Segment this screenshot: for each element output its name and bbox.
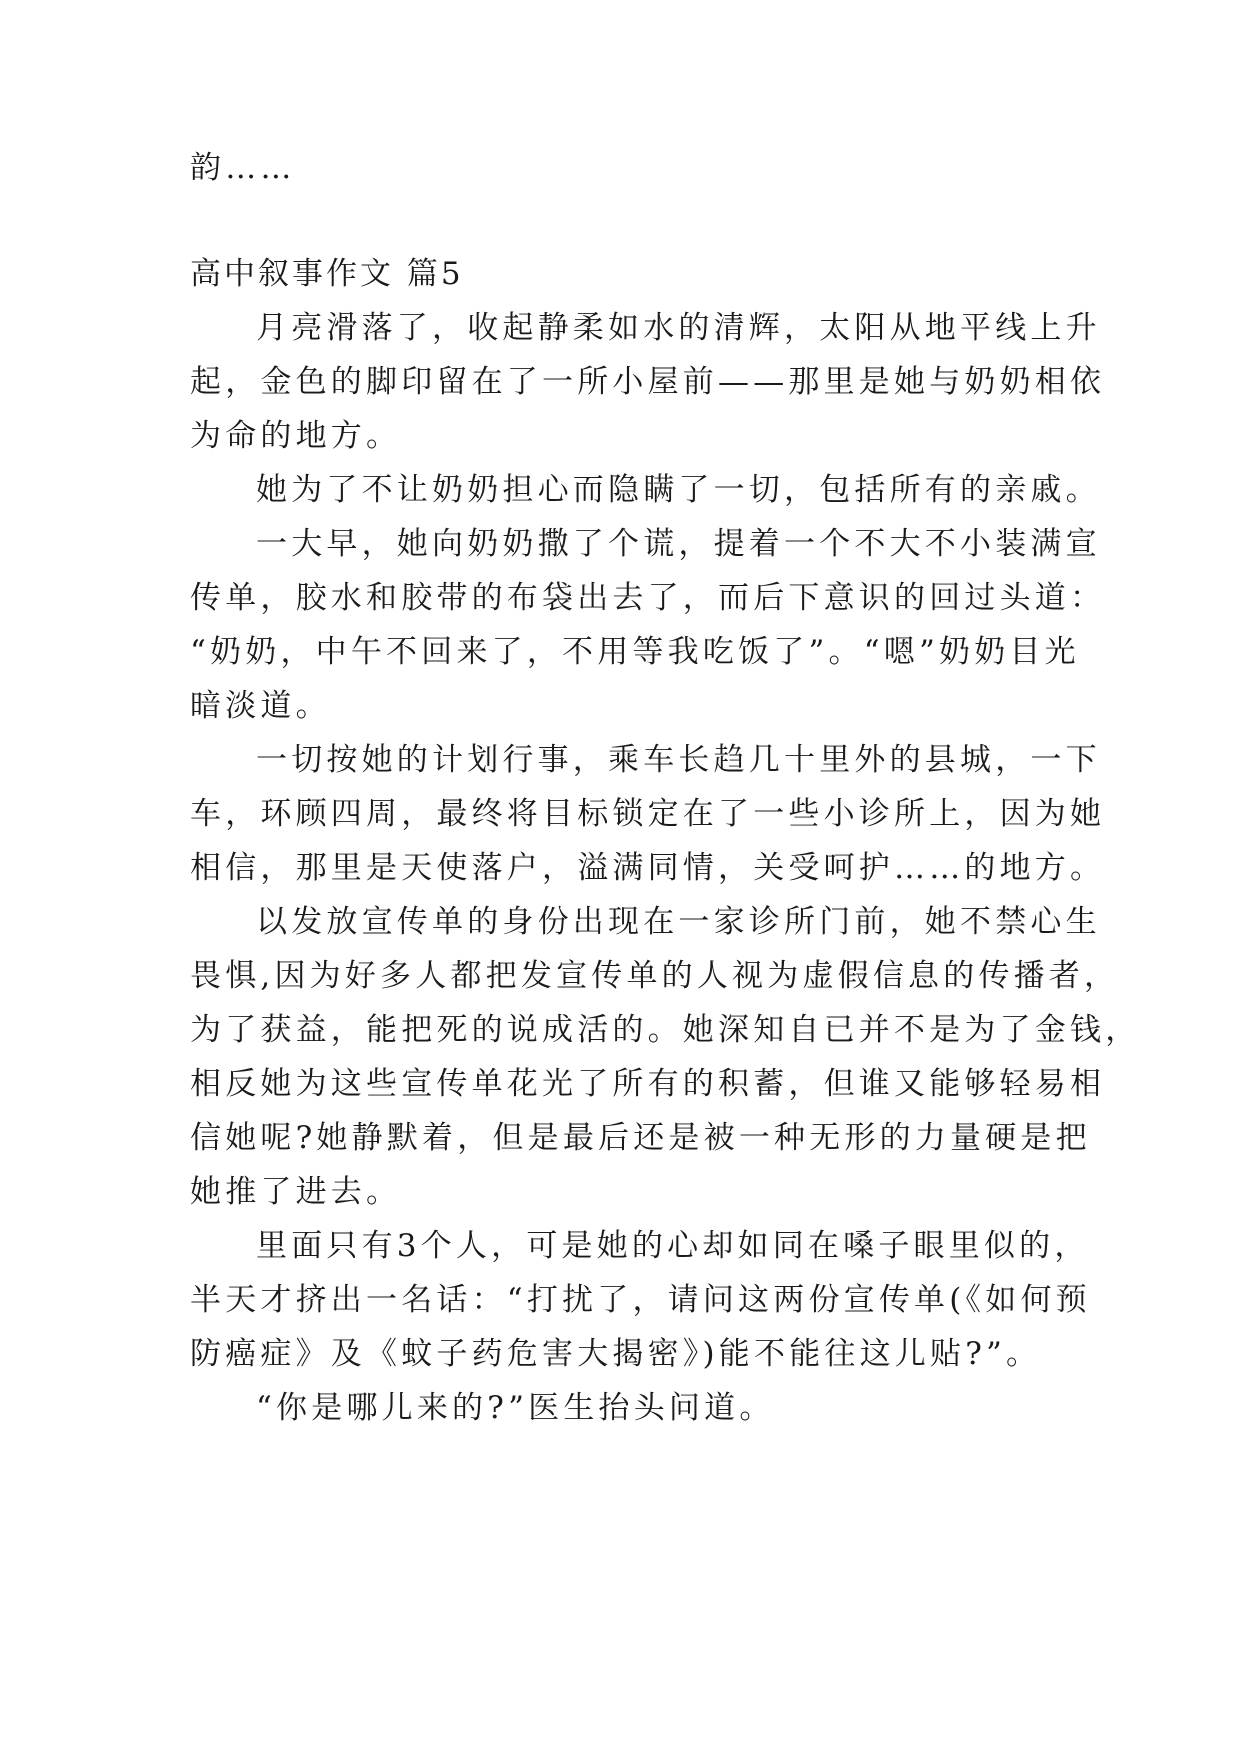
text-line: 一大早，她向奶奶撒了个谎，提着一个不大不小装满宣 (256, 526, 1101, 562)
text-line: 一切按她的计划行事，乘车长趋几十里外的县城，一下 (256, 742, 1101, 778)
text-line: “奶奶，中午不回来了，不用等我吃饭了”。“嗯”奶奶目光 (190, 634, 1080, 670)
text-line: 相信，那里是天使落户，溢满同情，关受呵护……的地方。 (190, 850, 1106, 886)
text-line: 为了获益，能把死的说成活的。她深知自已并不是为了金钱， (190, 1012, 1141, 1048)
text-line: 里面只有3个人，可是她的心却如同在嗓子眼里似的， (256, 1228, 1090, 1264)
text-line: 她为了不让奶奶担心而隐瞒了一切，包括所有的亲戚。 (256, 472, 1101, 508)
text-line: 起，金色的脚印留在了一所小屋前——那里是她与奶奶相依 (190, 364, 1106, 400)
text-line: 防癌症》及《蚊子药危害大揭密》)能不能往这儿贴?”。 (190, 1336, 1042, 1372)
text-line: “你是哪儿来的?”医生抬头问道。 (256, 1390, 775, 1426)
text-line: 为命的地方。 (190, 418, 402, 454)
section-heading: 高中叙事作文 篇5 (190, 256, 464, 292)
text-line: 半天才挤出一名话：“打扰了，请问这两份宣传单(《如何预 (190, 1282, 1091, 1318)
text-line: 相反她为这些宣传单花光了所有的积蓄，但谁又能够轻易相 (190, 1066, 1106, 1102)
text-line: 她推了进去。 (190, 1174, 402, 1210)
text-line: 以发放宣传单的身份出现在一家诊所门前，她不禁心生 (256, 904, 1101, 940)
text-line: 信她呢?她静默着，但是最后还是被一种无形的力量硬是把 (190, 1120, 1091, 1156)
text-line: 传单，胶水和胶带的布袋出去了，而后下意识的回过头道： (190, 580, 1106, 616)
text-line: 韵…… (190, 150, 296, 186)
text-line: 暗淡道。 (190, 688, 331, 724)
text-line: 月亮滑落了，收起静柔如水的清辉，太阳从地平线上升 (256, 310, 1101, 346)
text-line: 畏惧,因为好多人都把发宣传单的人视为虚假信息的传播者， (190, 958, 1120, 994)
text-line: 车，环顾四周，最终将目标锁定在了一些小诊所上，因为她 (190, 796, 1106, 832)
